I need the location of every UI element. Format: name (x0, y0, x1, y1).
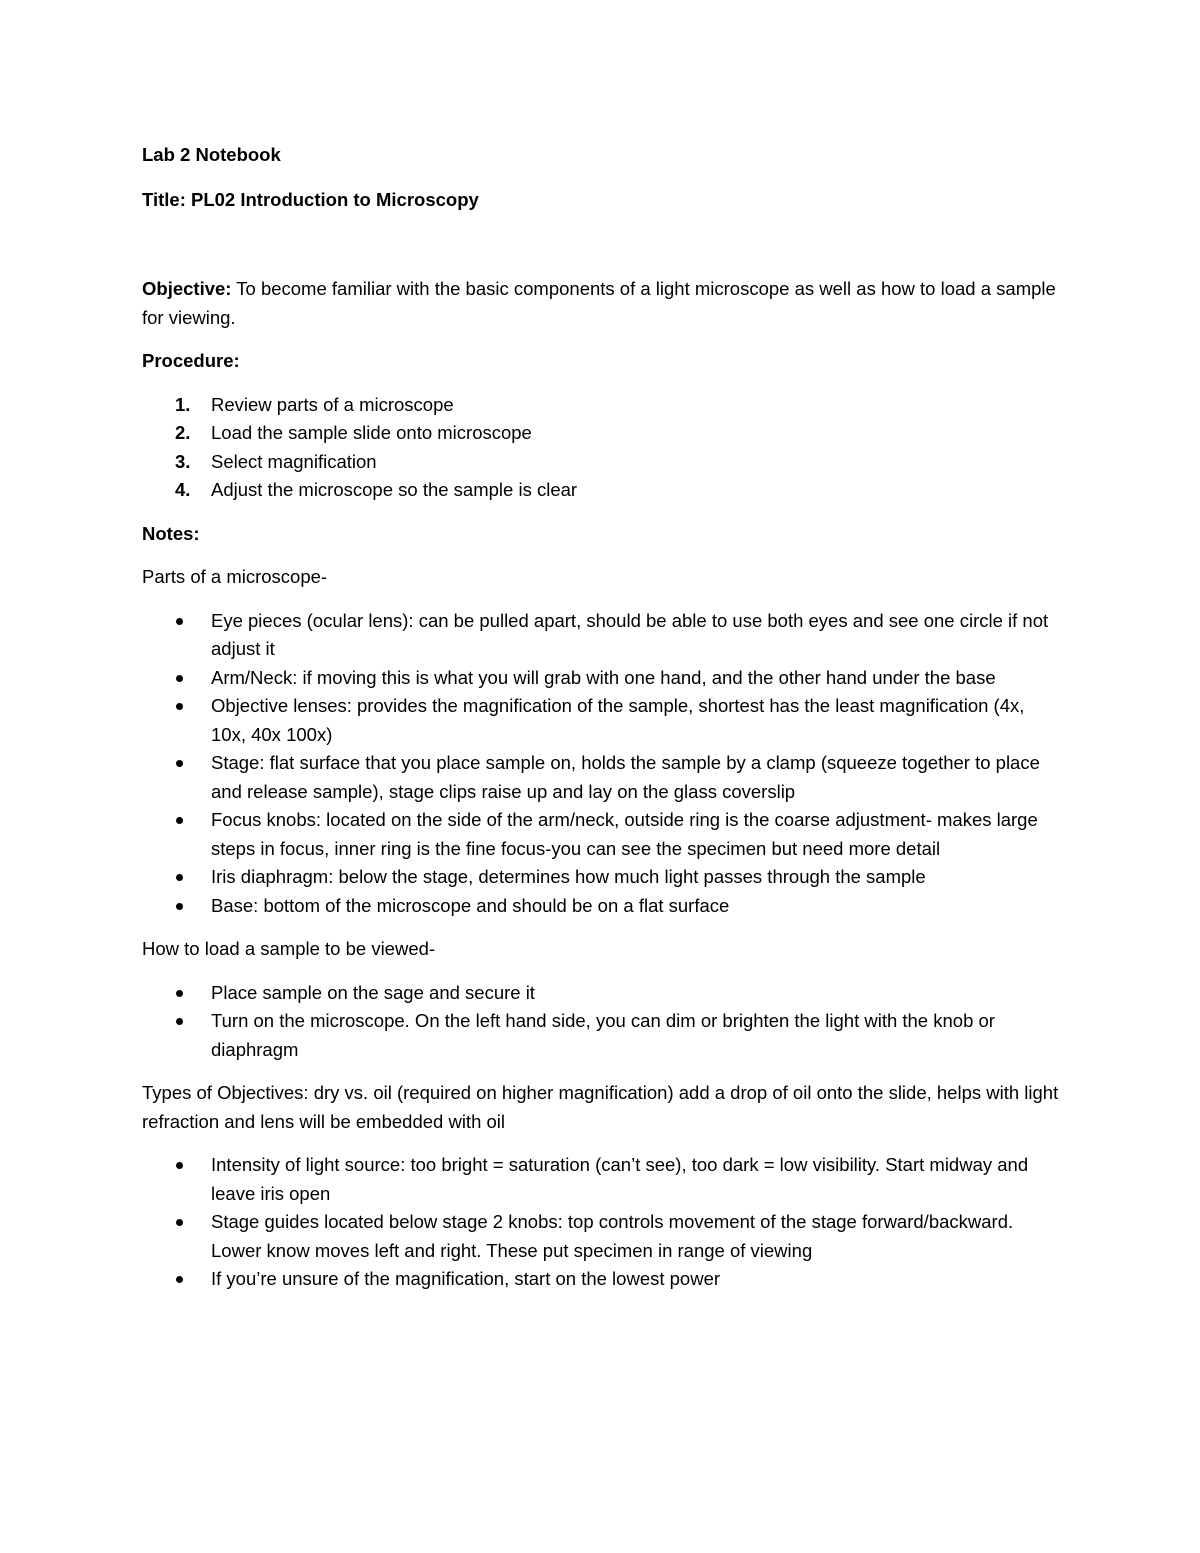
list-item (142, 863, 1062, 892)
list-item-text: Focus knobs: located on the side of the arm/neck, outside ring is the coarse adjustment- makes large steps in focus, inner ring is the fine focus-you can see the specimen but need more detail (211, 809, 1038, 859)
list-item (142, 979, 1062, 1008)
step-number: 4. (175, 479, 191, 500)
list-item-text: Intensity of light source: too bright = saturation (can’t see), too dark = low visibility. Start midway and leave iris open (211, 1154, 1029, 1204)
bullet-icon (176, 903, 183, 910)
list-item-text: If you’re unsure of the magnification, start on the lowest power (211, 1268, 721, 1289)
list-item (142, 607, 1062, 664)
bullet-icon (176, 1276, 183, 1283)
lab-title-label: Title: (142, 188, 186, 210)
notes-label: Notes: (142, 522, 200, 544)
document-title: Lab 2 Notebook (142, 144, 281, 165)
procedure-step (142, 476, 1062, 505)
list-item (142, 1007, 1062, 1064)
procedure-step (142, 448, 1062, 477)
procedure-step (142, 391, 1062, 420)
list-item-text: Objective lenses: provides the magnification of the sample, shortest has the least magnification (4x, 10x, 40x 100x) (211, 695, 1025, 745)
procedure-list (142, 391, 1062, 505)
list-item (142, 1208, 1062, 1265)
list-item-text: Stage: flat surface that you place sample on, holds the sample by a clamp (squeeze together to place and release sample), stage clips raise up and lay on the glass coverslip (211, 752, 1040, 802)
list-item-text: Base: bottom of the microscope and should be on a flat surface (211, 894, 730, 916)
bullet-icon (176, 703, 183, 710)
list-item-text: Eye pieces (ocular lens): can be pulled apart, should be able to use both eyes and see one circle if not adjust it (211, 609, 1049, 659)
objectives-paragraph: Types of Objectives: dry vs. oil (required on higher magnification) add a drop of oil onto the slide, helps with light refraction and lens will be embedded with oil (142, 1082, 1059, 1132)
list-item-text: Arm/Neck: if moving this is what you will grab with one hand, and the other hand under the base (211, 666, 996, 688)
list-item (142, 892, 1062, 921)
bullet-icon (176, 1018, 183, 1025)
bullet-icon (176, 1162, 183, 1169)
list-item (142, 1151, 1062, 1208)
lab-title-value: PL02 Introduction to Microscopy (185, 188, 479, 210)
objectives-list (142, 1151, 1062, 1294)
bullet-icon (176, 990, 183, 997)
step-text: Adjust the microscope so the sample is clear (211, 479, 578, 500)
parts-list (142, 607, 1062, 921)
step-text: Select magnification (211, 450, 377, 472)
list-item-text: Stage guides located below stage 2 knobs: top controls movement of the stage forward/backward. Lower know moves left and right. These put specimen in range of viewing (211, 1211, 1014, 1261)
step-number: 3. (175, 450, 191, 472)
document-page (142, 141, 1062, 1309)
procedure-step (142, 419, 1062, 448)
list-item (142, 692, 1062, 749)
procedure-label: Procedure: (142, 350, 240, 371)
load-heading: How to load a sample to be viewed- (142, 938, 436, 959)
list-item-text: Place sample on the sage and secure it (211, 981, 535, 1003)
objective-label: Objective: (142, 278, 232, 299)
step-number: 2. (175, 422, 191, 443)
list-item (142, 1265, 1062, 1294)
bullet-icon (176, 675, 183, 682)
list-item (142, 664, 1062, 693)
list-item (142, 806, 1062, 863)
step-text: Review parts of a microscope (211, 393, 454, 415)
lab-title-line (142, 186, 1062, 215)
bullet-icon (176, 618, 183, 625)
bullet-icon (176, 874, 183, 881)
bullet-icon (176, 1219, 183, 1226)
list-item-text: Iris diaphragm: below the stage, determines how much light passes through the sample (211, 866, 926, 887)
objective-text: To become familiar with the basic components of a light microscope as well as how to load a sample for viewing. (142, 278, 1056, 328)
list-item-text: Turn on the microscope. On the left hand side, you can dim or brighten the light with the knob or diaphragm (211, 1010, 995, 1060)
bullet-icon (176, 817, 183, 824)
bullet-icon (176, 760, 183, 767)
load-list (142, 979, 1062, 1065)
parts-heading: Parts of a microscope- (142, 566, 328, 587)
objective-paragraph (142, 275, 1062, 332)
step-text: Load the sample slide onto microscope (211, 422, 532, 443)
step-number: 1. (175, 393, 191, 415)
list-item (142, 749, 1062, 806)
